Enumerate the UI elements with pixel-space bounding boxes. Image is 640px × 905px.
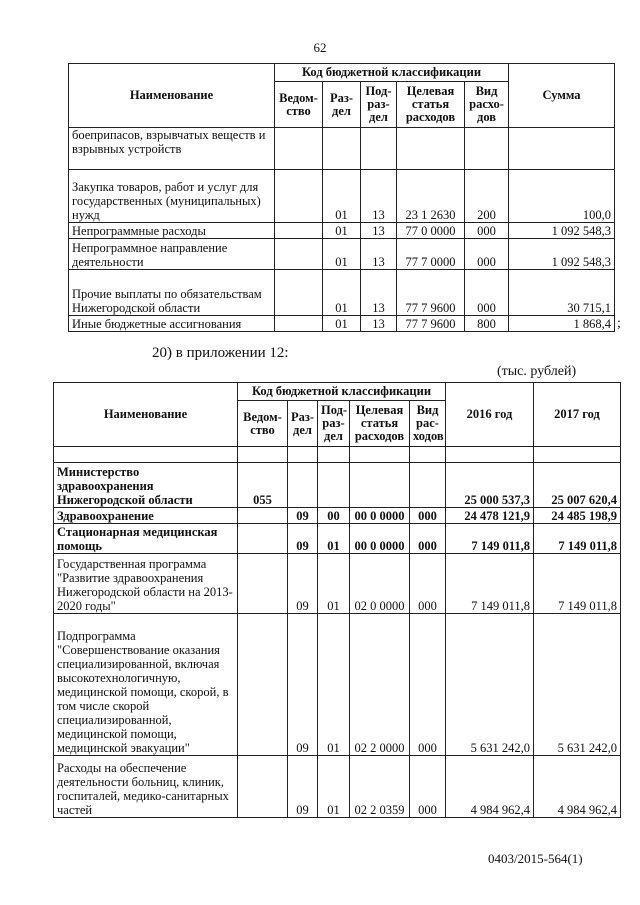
row-vid: 000: [410, 756, 446, 818]
row-name: Здравоохранение: [54, 508, 238, 524]
header-vedomstvo: Ведом-ство: [275, 82, 323, 128]
row-podrazdel: 13: [361, 223, 397, 239]
header-name: Наименование: [54, 383, 238, 447]
row-podrazdel: [318, 463, 350, 508]
row-2016: 7 149 011,8: [446, 524, 534, 554]
header-podrazdel: Под-раз-дел: [318, 401, 350, 447]
row-tselevaya-statya: 77 7 9600: [397, 316, 465, 332]
row-2017: 7 149 011,8: [534, 554, 621, 614]
row-sum: 1 868,4: [509, 316, 615, 332]
row-name: Расходы на обеспечение деятельности больниц, клиник, госпиталей, медико-санитарных частей: [54, 756, 238, 818]
header-name: Наименование: [69, 64, 275, 128]
row-name: Непрограммные расходы: [69, 223, 275, 239]
row-podrazdel: 01: [318, 756, 350, 818]
row-tselevaya-statya: [350, 463, 410, 508]
table-row: [69, 316, 615, 332]
row-vid: 000: [410, 508, 446, 524]
row-name: Государственная программа "Развитие здравоохранения Нижегородской области на 2013-2020 годы": [54, 554, 238, 614]
row-name: Непрограммное направление деятельности: [69, 239, 275, 270]
row-razdel: [288, 463, 318, 508]
header-2016: 2016 год: [446, 383, 534, 447]
header-razdel: Раз-дел: [288, 401, 318, 447]
row-name: Министерство здравоохранения Нижегородской области: [54, 463, 238, 508]
header-sum: Сумма: [509, 64, 615, 128]
row-podrazdel: 13: [361, 270, 397, 316]
row-razdel: 01: [323, 316, 361, 332]
row-vid: 000: [465, 270, 509, 316]
row-podrazdel: 01: [318, 554, 350, 614]
row-tselevaya-statya: 00 0 0000: [350, 508, 410, 524]
row-tselevaya-statya: 77 7 9600: [397, 270, 465, 316]
row-vedomstvo: [275, 316, 323, 332]
header-vedomstvo: Ведом-ство: [238, 401, 288, 447]
row-2017: 4 984 962,4: [534, 756, 621, 818]
table-row: [69, 223, 615, 239]
row-razdel: 09: [288, 524, 318, 554]
row-razdel: 01: [323, 223, 361, 239]
row-sum: 30 715,1: [509, 270, 615, 316]
row-podrazdel: 01: [318, 524, 350, 554]
table-row: [54, 756, 621, 818]
row-name: Иные бюджетные ассигнования: [69, 316, 275, 332]
table-row: [54, 554, 621, 614]
row-tselevaya-statya: 02 2 0359: [350, 756, 410, 818]
row-sum: 100,0: [509, 170, 615, 223]
row-razdel: 09: [288, 756, 318, 818]
row-razdel: 09: [288, 508, 318, 524]
row-razdel: 09: [288, 554, 318, 614]
row-name: боеприпасов, взрывчатых веществ и взрывных устройств: [69, 128, 275, 170]
row-name: Закупка товаров, работ и услуг для государственных (муниципальных) нужд: [69, 170, 275, 223]
unit-label: (тыс. рублей): [497, 364, 577, 379]
row-tselevaya-statya: 23 1 2630: [397, 170, 465, 223]
row-razdel: 01: [323, 170, 361, 223]
table-row: [54, 508, 621, 524]
header-classification-code: Код бюджетной классификации: [275, 64, 509, 82]
header-tselevaya-statya: Целевая статья расходов: [397, 82, 465, 128]
row-podrazdel: 01: [318, 614, 350, 756]
row-vid: 000: [410, 554, 446, 614]
row-vid: 000: [465, 239, 509, 270]
spacer-row: [54, 447, 621, 463]
row-podrazdel: 00: [318, 508, 350, 524]
header-tselevaya-statya: Целевая статья расходов: [350, 401, 410, 447]
header-2017: 2017 год: [534, 383, 621, 447]
header-vid-raskhodov: Вид рас-ходов: [410, 401, 446, 447]
budget-table-1: [68, 63, 615, 332]
row-2016: 25 000 537,3: [446, 463, 534, 508]
row-razdel: 09: [288, 614, 318, 756]
row-razdel: 01: [323, 270, 361, 316]
row-tselevaya-statya: 77 0 0000: [397, 223, 465, 239]
row-vedomstvo: [238, 508, 288, 524]
header-podrazdel: Под-раз-дел: [361, 82, 397, 128]
trailing-semicolon: ;: [617, 316, 621, 331]
row-tselevaya-statya: 02 2 0000: [350, 614, 410, 756]
table-row: [54, 614, 621, 756]
row-podrazdel: 13: [361, 170, 397, 223]
budget-table-2: [53, 382, 621, 818]
row-2016: 4 984 962,4: [446, 756, 534, 818]
row-2016: 24 478 121,9: [446, 508, 534, 524]
table-row: [54, 463, 621, 508]
row-tselevaya-statya: 02 0 0000: [350, 554, 410, 614]
row-2016: 7 149 011,8: [446, 554, 534, 614]
row-podrazdel: 13: [361, 316, 397, 332]
table-row: [54, 524, 621, 554]
row-vedomstvo: [238, 756, 288, 818]
row-vedomstvo: [275, 270, 323, 316]
table-row: [69, 270, 615, 316]
row-vedomstvo: [238, 554, 288, 614]
row-vid: 000: [410, 524, 446, 554]
table-row: [69, 239, 615, 270]
row-vid: 800: [465, 316, 509, 332]
row-2017: 5 631 242,0: [534, 614, 621, 756]
row-vedomstvo: 055: [238, 463, 288, 508]
row-vid: 000: [410, 614, 446, 756]
row-vedomstvo: [238, 614, 288, 756]
row-sum: 1 092 548,3: [509, 223, 615, 239]
document-code: 0403/2015-564(1): [488, 851, 583, 866]
row-vedomstvo: [238, 524, 288, 554]
row-vid: 000: [465, 223, 509, 239]
row-2017: 24 485 198,9: [534, 508, 621, 524]
row-razdel: 01: [323, 239, 361, 270]
row-vedomstvo: [275, 239, 323, 270]
row-name: Подпрограмма "Совершенствование оказания специализированной, включая высокотехнологичную, медицинской помощи, скорой, в том числе скорой специализированной, медицинской помощи, медицинской эвакуации": [54, 614, 238, 756]
table-row: [69, 128, 615, 170]
row-podrazdel: 13: [361, 239, 397, 270]
header-vid-raskhodov: Вид расхо-дов: [465, 82, 509, 128]
row-name: Прочие выплаты по обязательствам Нижегородской области: [69, 270, 275, 316]
intro-text: 20) в приложении 12:: [152, 345, 289, 361]
row-vedomstvo: [275, 223, 323, 239]
row-2017: 7 149 011,8: [534, 524, 621, 554]
header-razdel: Раз-дел: [323, 82, 361, 128]
row-2017: 25 007 620,4: [534, 463, 621, 508]
row-tselevaya-statya: 00 0 0000: [350, 524, 410, 554]
row-vid: [410, 463, 446, 508]
row-2016: 5 631 242,0: [446, 614, 534, 756]
row-sum: 1 092 548,3: [509, 239, 615, 270]
table-row: [69, 170, 615, 223]
header-classification-code: Код бюджетной классификации: [238, 383, 446, 401]
row-name: Стационарная медицинская помощь: [54, 524, 238, 554]
row-vid: 200: [465, 170, 509, 223]
page-number: 62: [313, 40, 327, 55]
row-vedomstvo: [275, 170, 323, 223]
row-tselevaya-statya: 77 7 0000: [397, 239, 465, 270]
